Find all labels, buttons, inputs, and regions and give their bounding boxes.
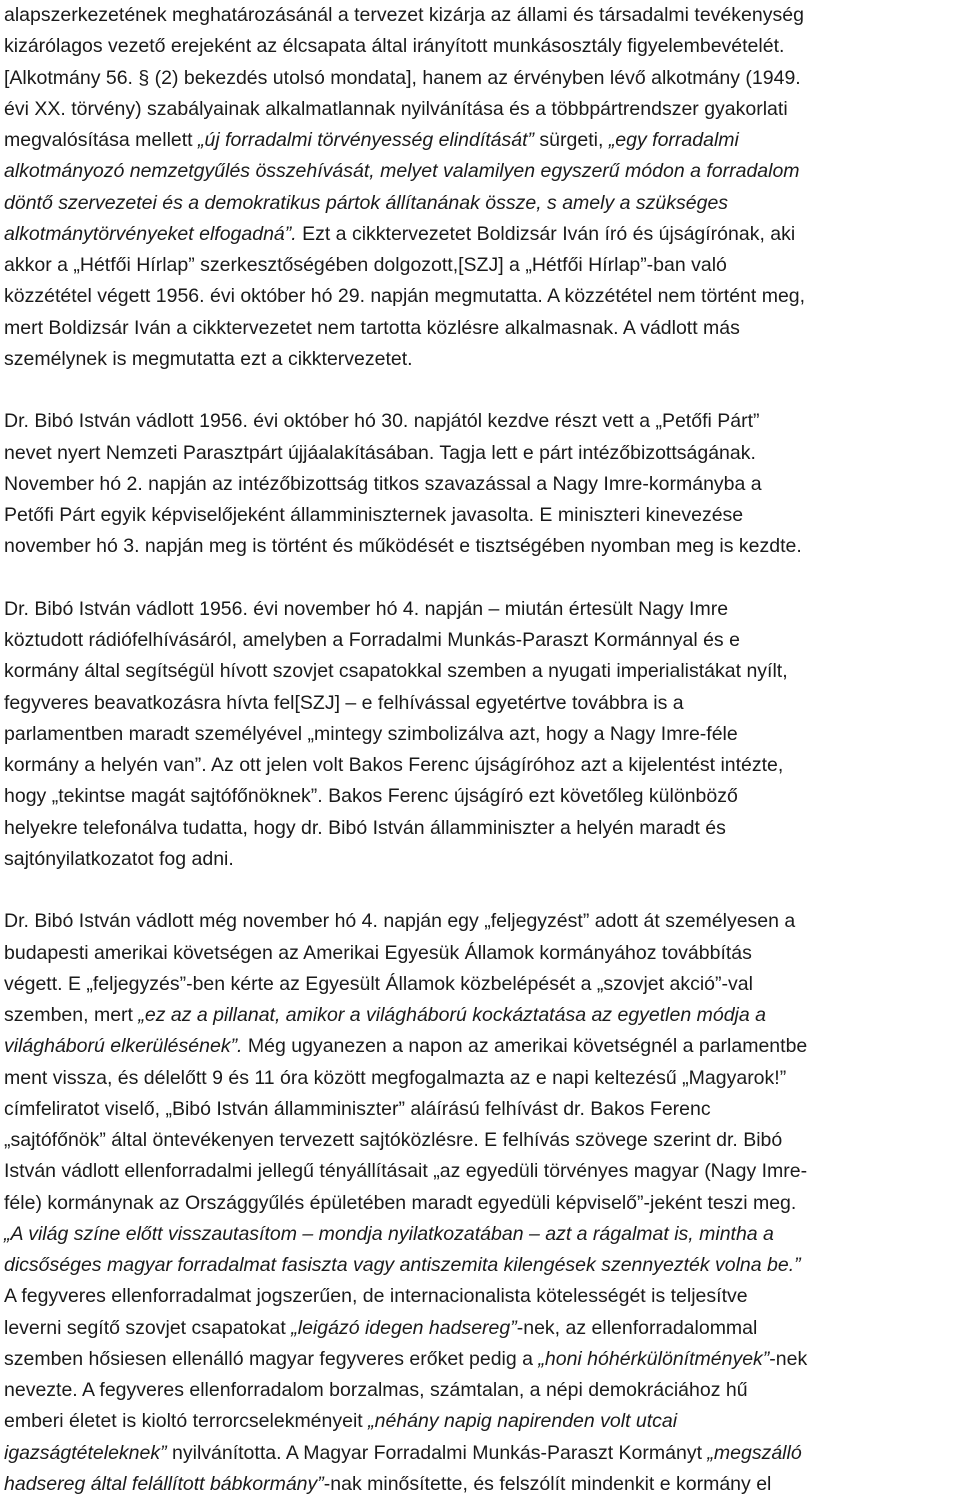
text-line <box>4 531 956 562</box>
text-line <box>4 688 956 719</box>
text-line <box>4 1313 956 1344</box>
text-run: November hó 2. napján az intézőbizottság titkos szavazással a Nagy Imre-kormányba a <box>4 472 762 495</box>
text-line <box>4 719 956 750</box>
italic-quote: „ez az a pillanat, amikor a világháború kockáztatása az egyetlen módja a <box>138 1004 766 1026</box>
text-run: kormány a helyén van”. Az ott jelen volt Bakos Ferenc újságíróhoz azt a kijelentést intézte, <box>4 754 784 776</box>
text-run: évi XX. törvény) szabályainak alkalmatlannak nyilvánítása és a többpártrendszer gyakorlati <box>4 97 788 120</box>
text-line <box>4 1188 956 1219</box>
text-line <box>4 156 956 187</box>
text-line <box>4 1156 956 1187</box>
text-run: végett. E „feljegyzés”-ben kérte az Egyesült Államok közbelépését a „szovjet akció”-val <box>4 972 753 995</box>
text-line <box>4 250 956 281</box>
text-run: ment vissza, és délelőtt 9 és 11 óra között megfogalmazta az e napi keltezésű „Magyarok!” <box>4 1066 787 1089</box>
text-line <box>4 125 956 156</box>
text-line <box>4 781 956 812</box>
italic-quote: világháború elkerülésének”. <box>4 1035 243 1058</box>
italic-quote: „leigázó idegen hadsereg” <box>291 1316 517 1339</box>
text-line <box>4 813 956 844</box>
text-line <box>4 656 956 687</box>
text-line <box>4 1281 956 1312</box>
text-run: A fegyveres ellenforradalmat jogszerűen, de internacionalista kötelességét is teljesítve <box>4 1285 748 1308</box>
text-run: sürgeti, <box>534 129 609 151</box>
italic-quote: alkotmányozó nemzetgyűlés összehívását, melyet valamilyen egyszerű módon a forradalom <box>4 160 800 183</box>
text-run: november hó 3. napján meg is történt és működését e tisztségében nyomban meg is kezdte. <box>4 535 802 558</box>
text-line <box>4 1125 956 1156</box>
text-run: megvalósítása mellett <box>4 129 199 151</box>
text-line <box>4 1344 956 1375</box>
text-run: [Alkotmány 56. § (2) bekezdés utolsó mondata], hanem az érvényben lévő alkotmány (1949. <box>4 66 801 89</box>
text-line <box>4 1031 956 1062</box>
text-run: Petőfi Párt egyik képviselőjeként államminiszternek javasolta. E miniszteri kinevezése <box>4 504 744 526</box>
text-run: akkor a „Hétfői Hírlap” szerkesztőségében dolgozott,[SZJ] a „Hétfői Hírlap”-ban való <box>4 254 727 276</box>
paragraph-gap <box>4 375 956 406</box>
italic-quote: „új forradalmi törvényesség elindítását” <box>198 129 535 151</box>
text-run: -nek <box>769 1347 808 1370</box>
text-run: Dr. Bibó István vádlott még november hó 4. napján egy „feljegyzést” adott át személyesen a <box>4 910 796 933</box>
text-line <box>4 1375 956 1406</box>
italic-quote: „néhány napig napirenden volt utcai <box>368 1410 678 1433</box>
text-line <box>4 94 956 125</box>
document-page <box>4 0 956 1500</box>
text-run: „sajtófőnök” által öntevékenyen tervezett sajtóközlésre. E felhívás szövege szerint dr. Bibó <box>4 1129 783 1151</box>
text-line <box>4 1094 956 1125</box>
text-run: budapesti amerikai követségen az Amerikai Egyesük Államok kormányához továbbítás <box>4 941 752 964</box>
text-line <box>4 969 956 1000</box>
italic-quote: döntő szervezetei és a demokratikus pártok állítanának össze, s amely a szükséges <box>4 191 729 214</box>
text-run: kormány által segítségül hívott szovjet csapatokkal szemben a nyugati imperialistákat nyílt, <box>4 660 788 683</box>
text-line <box>4 1469 956 1500</box>
paragraph-p1 <box>4 0 956 375</box>
paragraph-p2 <box>4 406 956 562</box>
text-run: címfeliratot viselő, „Bibó István államminiszter” aláírású felhívást dr. Bakos Ferenc <box>4 1097 711 1120</box>
text-run: nevet nyert Nemzeti Parasztpárt újjáalakításában. Tagja lett e párt intézőbizottságának. <box>4 441 756 464</box>
text-run: István vádlott ellenforradalmi jellegű tényállításait „az egyedüli törvényes magyar (Nagy Imre- <box>4 1160 808 1183</box>
italic-quote: „egy forradalmi <box>608 129 739 151</box>
text-run: féle) kormánynak az Országgyűlés épületében maradt egyedüli képviselő”-jeként teszi meg. <box>4 1191 797 1214</box>
text-run: nevezte. A fegyveres ellenforradalom borzalmas, számtalan, a népi demokráciához hű <box>4 1379 748 1401</box>
text-line <box>4 344 956 375</box>
text-run: Dr. Bibó István vádlott 1956. évi október hó 30. napjától kezdve részt vett a „Petőfi Párt” <box>4 410 760 433</box>
italic-quote: igazságtételeknek” <box>4 1441 167 1464</box>
text-line <box>4 1219 956 1250</box>
text-line <box>4 906 956 937</box>
text-run: szemben, mert <box>4 1004 139 1026</box>
text-run: hogy „tekintse magát sajtófőnöknek”. Bakos Ferenc újságíró ezt követőleg különböző <box>4 785 738 808</box>
italic-quote: dicsőséges magyar forradalmat fasiszta vagy antiszemita kilengések szennyezték volna be.” <box>4 1254 801 1276</box>
text-run: -nak minősítette, és felszólít mindenkit e kormány el <box>323 1472 772 1495</box>
paragraph-gap <box>4 563 956 594</box>
text-line <box>4 1438 956 1469</box>
text-line <box>4 938 956 969</box>
text-line <box>4 438 956 469</box>
text-run: alapszerkezetének meghatározásánál a tervezet kizárja az állami és társadalmi tevékenység <box>4 4 804 26</box>
paragraph-p4 <box>4 906 956 1500</box>
text-line <box>4 31 956 62</box>
paragraph-gap <box>4 875 956 906</box>
text-line <box>4 500 956 531</box>
text-run: közzététel végett 1956. évi október hó 29. napján megmutatta. A közzététel nem történt meg, <box>4 285 806 308</box>
text-line <box>4 0 956 31</box>
text-run: kizárólagos vezető erejeként az élcsapata által irányított munkásosztály figyelembevételét. <box>4 35 785 58</box>
text-line <box>4 469 956 500</box>
italic-quote: „A világ színe előtt visszautasítom – mondja nyilatkozatában – azt a rágalmat is, mintha a <box>4 1222 774 1245</box>
text-run: emberi életet is kioltó terrorcselekményeit <box>4 1410 369 1433</box>
paragraph-p3 <box>4 594 956 875</box>
text-line <box>4 219 956 250</box>
text-line <box>4 625 956 656</box>
text-run: -nek, az ellenforradalommal <box>516 1316 758 1339</box>
text-run: Dr. Bibó István vádlott 1956. évi november hó 4. napján – miután értesült Nagy Imre <box>4 597 729 620</box>
text-run: nyilvánította. A Magyar Forradalmi Munkás-Paraszt Kormányt <box>166 1441 708 1464</box>
text-line <box>4 750 956 781</box>
text-line <box>4 844 956 875</box>
text-line <box>4 281 956 312</box>
italic-quote: hadsereg által felállított bábkormány” <box>4 1472 324 1495</box>
text-line <box>4 313 956 344</box>
text-run: parlamentben maradt személyével „mintegy szimbolizálva azt, hogy a Nagy Imre-féle <box>4 722 738 745</box>
italic-quote: „honi hóhérkülönítmények” <box>538 1347 770 1370</box>
italic-quote: „megszálló <box>707 1441 802 1464</box>
text-line <box>4 188 956 219</box>
text-run: személynek is megmutatta ezt a cikktervezetet. <box>4 347 413 370</box>
text-run: köztudott rádiófelhívásáról, amelyben a Forradalmi Munkás-Paraszt Kormánnyal és e <box>4 629 740 651</box>
text-run: szemben hősiesen ellenálló magyar fegyveres erőket pedig a <box>4 1347 539 1370</box>
text-run: fegyveres beavatkozásra hívta fel[SZJ] – e felhívással egyetértve továbbra is a <box>4 691 684 714</box>
text-line <box>4 406 956 437</box>
text-line <box>4 1406 956 1437</box>
text-line <box>4 594 956 625</box>
text-line <box>4 1000 956 1031</box>
text-run: sajtónyilatkozatot fog adni. <box>4 847 234 870</box>
text-run: Még ugyanezen a napon az amerikai követségnél a parlamentbe <box>242 1035 808 1058</box>
text-run: mert Boldizsár Iván a cikktervezetet nem tartotta közlésre alkalmasnak. A vádlott más <box>4 316 740 339</box>
text-line <box>4 1063 956 1094</box>
text-line <box>4 63 956 94</box>
text-run: helyekre telefonálva tudatta, hogy dr. Bibó István államminiszter a helyén maradt és <box>4 816 726 839</box>
text-line <box>4 1250 956 1281</box>
italic-quote: alkotmánytörvényeket elfogadná”. <box>4 222 297 245</box>
text-run: Ezt a cikktervezetet Boldizsár Iván író és újságírónak, aki <box>296 222 796 245</box>
text-run: leverni segítő szovjet csapatokat <box>4 1316 292 1339</box>
